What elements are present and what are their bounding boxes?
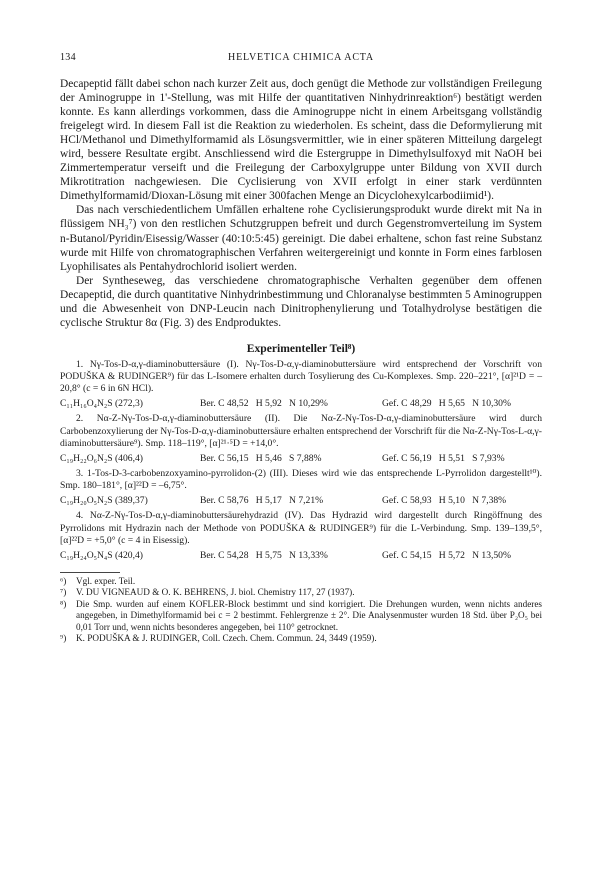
journal-title: HELVETICA CHIMICA ACTA [228, 52, 374, 63]
footnote [60, 576, 542, 587]
experiment-text: 1. Nγ-Tos-D-α,γ-diaminobuttersäure (I). Nγ-Tos-D-α,γ-diaminobuttersäure wird entsprechend der Vorschrift von PODUŠKA & RUDINGER⁹) für das L-Isomere erhalten durch Tosylierung des Cu-Komplexes. Smp. 220–221°, [α]²¹D = –20,8° (c = 6 in 6N HCl). [60, 358, 542, 395]
calculated-values: Ber. C 56,15 H 5,46 S 7,88% [200, 453, 322, 465]
footnote-marker: ⁷) [60, 587, 67, 598]
elemental-analysis [60, 495, 542, 507]
footnote-text: Vgl. exper. Teil. [76, 576, 136, 587]
elemental-analysis [60, 550, 542, 562]
page [60, 52, 542, 645]
footnote-text: K. PODUŠKA & J. RUDINGER, Coll. Czech. Chem. Commun. 24, 3449 (1959). [76, 633, 377, 644]
footnote [60, 633, 542, 644]
elemental-analysis [60, 453, 542, 465]
calculated-values: Ber. C 48,52 H 5,92 N 10,29% [200, 398, 328, 410]
molecular-formula: C₁₉H₂₂O₆N₂S (406,4) [60, 453, 143, 465]
footnotes [60, 576, 542, 644]
footnote-divider [60, 572, 120, 573]
paragraph: Decapeptid fällt dabei schon nach kurzer Zeit aus, doch genügt die Methode zur vollständigen Freilegung der Aminogruppe in 1'-Stellung, was mit Hilfe der quantitativen Ninhydrinreaktion⁶) bestätigt werden konnte. Es kann allerdings vorkommen, dass die Aminogruppe nicht in einem Arbeitsgang vollständig freigelegt wird. In diesem Fall ist die Reaktion zu wiederholen. Es scheint, dass die Deformylierung mit HCl/Methanol und Dimethylformamid als Lösungsvermittler, wie in einer späteren Mitteilung dargelegt wird, bessere Resultate ergibt. Anschliessend wird die Estergruppe in Dimethylsulfoxyd mit NaOH bei Zimmertemperatur verseift und die Freilegung der Carboxylgruppe unter Bildung von XVII durch Mikrotitration nachgewiesen. Die Cyclisierung von XVII erfolgt in einer stark verdünnten Dimethylformamid/Dioxan-Lösung mit einer 300fachen Menge an Dicyclohexylcarbodiimid¹). [60, 78, 542, 203]
footnote-text: Die Smp. wurden auf einem KOFLER-Block bestimmt und sind korrigiert. Die Drehungen wurden, wenn nichts anderes angegeben, in Dimethylformamid bei c = 2 bestimmt. Fehlergrenze ± 2°. Die Analysenmuster wurden 18 Std. über P₂O₅ bei 0,01 Torr und, wenn nichts besonderes angegeben, bei 110° getrocknet. [76, 598, 542, 632]
found-values: Gef. C 58,93 H 5,10 N 7,38% [382, 495, 507, 507]
molecular-formula: C₁₁H₁₆O₄N₂S (272,3) [60, 398, 143, 410]
found-values: Gef. C 48,29 H 5,65 N 10,30% [382, 398, 511, 410]
section-heading: Experimenteller Teil⁸) [246, 341, 356, 355]
footnote-marker: ⁹) [60, 633, 67, 644]
running-header [60, 52, 542, 63]
page-number: 134 [60, 52, 76, 63]
paragraph: Der Syntheseweg, das verschiedene chromatographische Verhalten gegenüber dem offenen Decapeptid, die durch quantitative Ninhydrinbestimmung und Chloranalyse bestimmten 5 Aminogruppen und die Abwesenheit von DNP-Leucin nach Dinitrophenylierung und Totalhydrolyse bestätigen die cyclische Struktur 8α (Fig. 3) des Endproduktes. [60, 274, 542, 329]
body-text [60, 77, 542, 330]
calculated-values: Ber. C 54,28 H 5,75 N 13,33% [200, 550, 328, 562]
molecular-formula: C₁₉H₂₄O₅N₄S (420,4) [60, 550, 143, 562]
experiment-text: 4. Nα-Z-Nγ-Tos-D-α,γ-diaminobuttersäurehydrazid (IV). Das Hydrazid wird dargestellt durch Ringöffnung des Pyrrolidons mit Hydrazin nach der Methode von PODUŠKA & RUDINGER⁹) für die L-Verbindung. Smp. 139–139,5°, [α]²²D = +5,0° (c = 4 in Eisessig). [60, 510, 542, 546]
molecular-formula: C₁₉H₂₀O₅N₂S (389,37) [60, 495, 148, 507]
footnote [60, 587, 542, 598]
footnote-text: V. DU VIGNEAUD & O. K. BEHRENS, J. biol. Chemistry 117, 27 (1937). [76, 587, 355, 598]
elemental-analysis [60, 398, 542, 410]
found-values: Gef. C 54,15 H 5,72 N 13,50% [382, 550, 511, 562]
footnote-marker: ⁸) [60, 598, 67, 609]
experiment-text: 2. Nα-Z-Nγ-Tos-D-α,γ-diaminobuttersäure (II). Die Nα-Z-Nγ-Tos-D-α,γ-diaminobuttersäure wird durch Carbobenzoxylierung der Nγ-Tos-D-α,γ-diaminobuttersäure erhalten entsprechend der Vorschrift für die Nα-Z-Nγ-Tos-L-α,γ-diaminobuttersäure⁹). Smp. 118–119°, [α]²¹·⁵D = +14,0°. [60, 413, 542, 449]
calculated-values: Ber. C 58,76 H 5,17 N 7,21% [200, 495, 324, 507]
paragraph: Das nach verschiedentlichem Umfällen erhaltene rohe Cyclisierungsprodukt wurde direkt mit Na in flüssigem NH₃⁷) von den restlichen Schutzgruppen befreit und durch Gegenstromverteilung im System n-Butanol/Pyridin/Eisessig/Wasser (40:10:5:45) gereinigt. Die dabei erhaltene, schon fast reine Substanz wurde mit Hilfe von chromatographischen Verfahren weitergereinigt und konnte in Form eines farblosen Lyophilisates als Pentahydrochlorid isoliert werden. [60, 204, 542, 273]
experimental-section [60, 359, 542, 562]
experiment-text: 3. 1-Tos-D-3-carbobenzoxyamino-pyrrolidon-(2) (III). Dieses wird wie das entsprechende L-Pyrrolidon dargestellt¹⁰). Smp. 180–181°, [α]²²D = –6,75°. [60, 468, 542, 492]
found-values: Gef. C 56,19 H 5,51 S 7,93% [382, 453, 505, 465]
footnote [60, 599, 542, 633]
footnote-marker: ⁶) [60, 576, 67, 587]
